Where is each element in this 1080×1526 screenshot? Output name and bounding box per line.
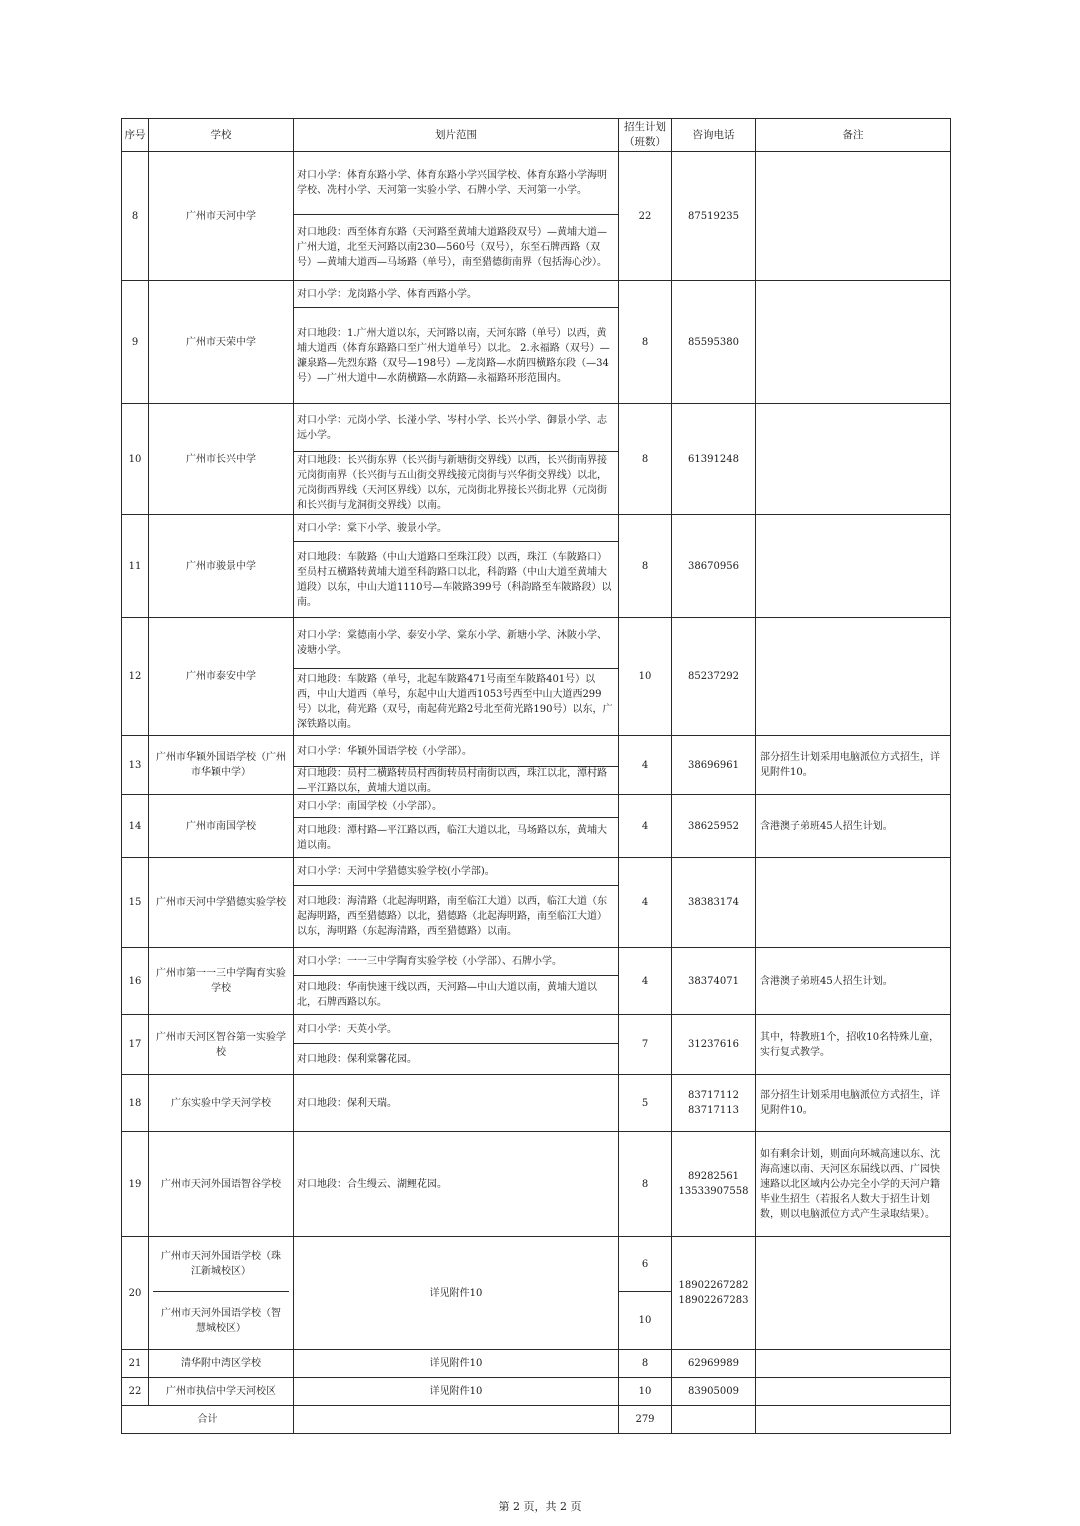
plan-count: 8 <box>619 281 672 404</box>
row-number: 12 <box>122 618 149 736</box>
school-name: 广州市南国学校 <box>149 795 294 858</box>
school-name: 广州市泰安中学 <box>149 618 294 736</box>
table-row <box>122 1350 951 1378</box>
row-number: 20 <box>122 1237 149 1350</box>
row-number: 11 <box>122 515 149 618</box>
district-range: 详见附件10 <box>294 1350 619 1378</box>
school-name: 清华附中湾区学校 <box>149 1350 294 1378</box>
phone-number: 61391248 <box>672 404 756 515</box>
header-range: 划片范围 <box>294 119 619 152</box>
plan-count: 4 <box>619 948 672 1015</box>
range-segment: 对口地段：合生缦云、湖鲤花园。 <box>297 1178 447 1190</box>
phone-number: 38374071 <box>672 948 756 1015</box>
school-name: 广州市天河中学猎德实验学校 <box>149 858 294 948</box>
plan-count: 8 <box>619 1350 672 1378</box>
phone-number: 31237616 <box>672 1015 756 1075</box>
row-number: 21 <box>122 1350 149 1378</box>
note: 如有剩余计划，则面向环城高速以东、沈海高速以南、天河区东届线以西、广园快速路以北区域内公办完全小学的天河户籍毕业生招生（若报名人数大于招生计划数，则以电脑派位方式产生录取结果）。 <box>756 1132 951 1237</box>
row-number: 15 <box>122 858 149 948</box>
district-range: 详见附件10 <box>294 1378 619 1406</box>
row-number: 19 <box>122 1132 149 1237</box>
page-footer: 第 2 页，共 2 页 <box>498 1500 582 1513</box>
plan-count: 10 <box>619 618 672 736</box>
note <box>756 152 951 281</box>
note: 部分招生计划采用电脑派位方式招生，详见附件10。 <box>756 1075 951 1132</box>
note <box>756 1378 951 1406</box>
range-segment: 对口小学：元岗小学、长湴小学、岑村小学、长兴小学、御景小学、志远小学。 <box>294 404 618 452</box>
range-segment: 对口小学：华颖外国语学校（小学部）。 <box>294 736 618 767</box>
campus-plan: 6 <box>619 1237 671 1292</box>
school-name: 广州市天河区智谷第一实验学校 <box>149 1015 294 1075</box>
note <box>756 858 951 948</box>
total-label: 合计 <box>122 1406 294 1434</box>
range-segment: 对口小学：天河中学猎德实验学校(小学部)。 <box>294 858 618 886</box>
total-note <box>756 1406 951 1434</box>
range-segment: 对口地段：潭村路—平江路以西，临江大道以北，马场路以东，黄埔大道以南。 <box>297 824 607 851</box>
district-range <box>294 795 619 858</box>
table-row <box>122 795 951 858</box>
range-segment: 对口地段：保利天瑞。 <box>297 1097 397 1109</box>
plan-count: 8 <box>619 404 672 515</box>
table-header-row <box>122 119 951 152</box>
table-row <box>122 281 951 404</box>
note <box>756 281 951 404</box>
campus-name: 广州市天河外国语学校（智慧城校区） <box>161 1307 281 1334</box>
note: 其中，特教班1个，招收10名特殊儿童，实行复式教学。 <box>756 1015 951 1075</box>
header-note: 备注 <box>756 119 951 152</box>
district-range <box>294 1015 619 1075</box>
row-number: 16 <box>122 948 149 1015</box>
row-number: 22 <box>122 1378 149 1406</box>
plan-count: 4 <box>619 795 672 858</box>
table-row <box>122 152 951 281</box>
table-row <box>122 736 951 795</box>
note <box>756 515 951 618</box>
plan-count: 10 <box>619 1378 672 1406</box>
phone-number: 87519235 <box>672 152 756 281</box>
note <box>756 618 951 736</box>
range-segment: 对口小学：天英小学。 <box>294 1015 618 1044</box>
total-phone <box>672 1406 756 1434</box>
phone-number: 85595380 <box>672 281 756 404</box>
range-segment: 对口地段：1.广州大道以东，天河路以南，天河东路（单号）以西，黄埔大道西（体育东路路口至广州大道单号）以北。 2.永福路（双号）—濂泉路—先烈东路（双号—198号）—龙岗路—水荫四横路东段（—34号）—广州大道中—水荫横路—水荫路—永福路环形范围内。 <box>297 327 610 384</box>
note: 含港澳子弟班45人招生计划。 <box>756 795 951 858</box>
range-segment: 对口地段：车陂路（单号，北起车陂路471号南至车陂路401号）以西，中山大道西（单号，东起中山大道西1053号西至中山大道西299号）以北，荷光路（双号，南起荷光路2号北至荷光路190号）以东，广深铁路以南。 <box>297 674 613 730</box>
range-segment: 对口地段：华南快速干线以西，天河路—中山大道以南，黄埔大道以北，石牌西路以东。 <box>297 982 597 1008</box>
note <box>756 1237 951 1350</box>
table-row <box>122 618 951 736</box>
plan-count: 4 <box>619 736 672 795</box>
phone-number: 18902267282 18902267283 <box>672 1237 756 1350</box>
plan-count: 7 <box>619 1015 672 1075</box>
table-row <box>122 1237 951 1350</box>
phone-number: 83717112 83717113 <box>672 1075 756 1132</box>
table-row <box>122 1075 951 1132</box>
school-name: 广东实验中学天河学校 <box>149 1075 294 1132</box>
header-school: 学校 <box>149 119 294 152</box>
range-segment: 对口地段：海清路（北起海明路，南至临江大道）以西，临江大道（东起海明路，西至猎德路）以北，猎德路（北起海明路，南至临江大道）以东，海明路（东起海清路，西至猎德路）以南。 <box>297 896 607 937</box>
range-segment: 对口小学：体育东路小学、体育东路小学兴国学校、体育东路小学海明学校、冼村小学、天河第一实验小学、石牌小学、天河第一小学。 <box>294 152 618 215</box>
row-number: 9 <box>122 281 149 404</box>
district-range <box>294 948 619 1015</box>
row-number: 18 <box>122 1075 149 1132</box>
plan-count: 5 <box>619 1075 672 1132</box>
plan-count <box>619 1237 672 1350</box>
phone-number: 38670956 <box>672 515 756 618</box>
table-row <box>122 404 951 515</box>
range-segment: 对口地段：保利棠馨花园。 <box>297 1053 417 1065</box>
table-row <box>122 1132 951 1237</box>
plan-count: 8 <box>619 1132 672 1237</box>
range-segment: 对口小学：龙岗路小学、体育西路小学。 <box>294 281 618 308</box>
range-segment: 对口地段：车陂路（中山大道路口至珠江段）以西，珠江（车陂路口）至员村五横路转黄埔大道至科韵路口以北，科韵路（中山大道至黄埔大道段）以东，中山大道1110号—车陂路399号（科韵路至车陂路段）以南。 <box>297 551 612 608</box>
school-name: 广州市执信中学天河校区 <box>149 1378 294 1406</box>
school-name: 广州市天河中学 <box>149 152 294 281</box>
range-segment: 对口小学：棠下小学、骏景小学。 <box>294 515 618 542</box>
district-range <box>294 1075 619 1132</box>
table-row <box>122 858 951 948</box>
header-phone: 咨询电话 <box>672 119 756 152</box>
school-name: 广州市天河外国语智谷学校 <box>149 1132 294 1237</box>
note: 部分招生计划采用电脑派位方式招生，详见附件10。 <box>756 736 951 795</box>
phone-number: 62969989 <box>672 1350 756 1378</box>
school-name: 广州市骏景中学 <box>149 515 294 618</box>
header-plan: 招生计划（班数） <box>619 119 672 152</box>
row-number: 17 <box>122 1015 149 1075</box>
campus-name: 广州市天河外国语学校（珠江新城校区） <box>153 1237 289 1292</box>
plan-count: 22 <box>619 152 672 281</box>
district-range <box>294 858 619 948</box>
total-plan: 279 <box>619 1406 672 1434</box>
phone-number: 89282561 13533907558 <box>672 1132 756 1237</box>
note <box>756 404 951 515</box>
range-segment: 对口地段：西至体育东路（天河路至黄埔大道路段双号）—黄埔大道—广州大道，北至天河路以南230—560号（双号），东至石牌西路（双号）—黄埔大道西—马场路（单号），南至猎德街南界（包括海心沙）。 <box>297 227 607 268</box>
row-number: 14 <box>122 795 149 858</box>
district-range: 详见附件10 <box>294 1237 619 1350</box>
table-row <box>122 515 951 618</box>
campus-plan: 10 <box>638 1315 652 1326</box>
note: 含港澳子弟班45人招生计划。 <box>756 948 951 1015</box>
table-row <box>122 1378 951 1406</box>
school-name: 广州市长兴中学 <box>149 404 294 515</box>
range-segment: 对口小学：棠德南小学、泰安小学、棠东小学、新塘小学、沐陂小学、凌塘小学。 <box>294 618 618 669</box>
table-row <box>122 948 951 1015</box>
plan-count: 8 <box>619 515 672 618</box>
range-segment: 对口地段：员村二横路转员村西街转员村南街以西，珠江以北，潭村路—平江路以东，黄埔大道以南。 <box>297 767 607 794</box>
district-range <box>294 281 619 404</box>
total-range <box>294 1406 619 1434</box>
header-num: 序号 <box>122 119 149 152</box>
phone-number: 85237292 <box>672 618 756 736</box>
enrollment-table <box>121 118 951 1434</box>
phone-number: 38625952 <box>672 795 756 858</box>
district-range <box>294 1132 619 1237</box>
school-name <box>149 1237 294 1350</box>
phone-number: 38696961 <box>672 736 756 795</box>
phone-number: 38383174 <box>672 858 756 948</box>
phone-number: 83905009 <box>672 1378 756 1406</box>
table-row <box>122 1015 951 1075</box>
district-range <box>294 404 619 515</box>
note <box>756 1350 951 1378</box>
plan-count: 4 <box>619 858 672 948</box>
range-segment: 对口小学：一一三中学陶育实验学校（小学部）、石牌小学。 <box>294 948 618 976</box>
school-name: 广州市华颖外国语学校（广州市华颖中学） <box>149 736 294 795</box>
range-segment: 对口地段：长兴街东界（长兴街与新塘街交界线）以西，长兴街南界接元岗街南界（长兴街与五山街交界线接元岗街与兴华街交界线）以北，元岗街西界线（天河区界线）以东，元岗街北界接长兴街北界（元岗街和长兴街与龙洞街交界线）以南。 <box>297 455 607 511</box>
district-range <box>294 515 619 618</box>
range-segment: 对口小学：南国学校（小学部）。 <box>294 795 618 818</box>
district-range <box>294 618 619 736</box>
row-number: 10 <box>122 404 149 515</box>
school-name: 广州市天荣中学 <box>149 281 294 404</box>
district-range <box>294 736 619 795</box>
total-row <box>122 1406 951 1434</box>
row-number: 13 <box>122 736 149 795</box>
district-range <box>294 152 619 281</box>
school-name: 广州市第一一三中学陶育实验学校 <box>149 948 294 1015</box>
row-number: 8 <box>122 152 149 281</box>
